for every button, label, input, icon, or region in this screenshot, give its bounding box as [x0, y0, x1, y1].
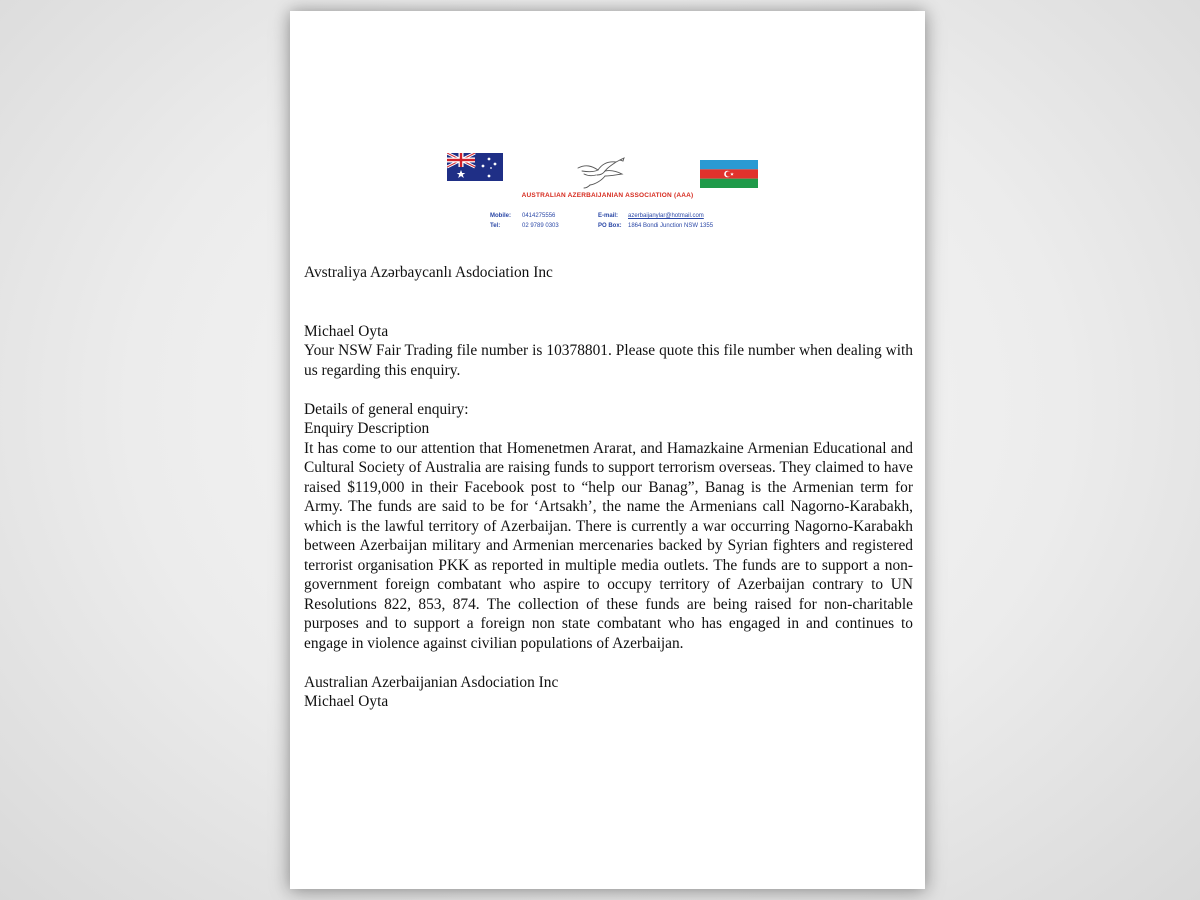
contact-phone-block [490, 211, 559, 231]
email-row [598, 211, 713, 221]
spacer [304, 302, 913, 322]
azerbaijan-flag-icon [700, 160, 758, 188]
email-label: E-mail: [598, 213, 619, 219]
letter-page [290, 11, 925, 889]
details-heading: Details of general enquiry: [304, 400, 469, 418]
org-heading: Avstraliya Azərbaycanlı Asdociation Inc [304, 264, 553, 281]
email-link[interactable]: azerbaijanylar@hotmail.com [628, 213, 704, 219]
pobox-value: 1864 Bondi Junction NSW 1355 [628, 223, 714, 229]
pobox-label: PO Box: [598, 223, 622, 229]
tel-label: Tel: [490, 223, 501, 229]
pobox-row [598, 221, 713, 231]
spacer [304, 380, 913, 400]
letter-body [304, 263, 913, 712]
file-number-notice: Your NSW Fair Trading file number is 10378801. Please quote this file number when dealing with us regarding this enquiry. [304, 342, 913, 379]
recipient-name: Michael Oyta [304, 322, 389, 340]
description-heading: Enquiry Description [304, 420, 430, 437]
association-name: AUSTRALIAN AZERBAIJANIAN ASSOCIATION (AAA) [521, 192, 694, 199]
spacer [304, 283, 913, 303]
enquiry-description: It has come to our attention that Homenetmen Ararat, and Hamazkaine Armenian Educational and Cultural Society of Australia are raising funds to support terrorism overseas. They claimed to have raised $119,000 in their Facebook post to “help our Banag”, Banag is the Armenian term for Army. The funds are said to be for ‘Artsakh’, the name the Armenians call Nagorno-Karabakh, which is the lawful territory of Azerbaijan. There is currently a war occurring Nagorno-Karabakh between Azerbaijan military and Armenian mercenaries backed by Syrian fighters and registered terrorist organisation PKK as reported in multiple media outlets. The funds are to support a non-government foreign combatant who aspire to occupy territory of Azerbaijan contrary to UN Resolutions 822, 853, 874. The collection of these funds are being raised for non-charitable purposes and to support a foreign non state combatant who has engaged in and continues to engage in violence against civilian populations of Azerbaijan. [304, 439, 913, 652]
mobile-row [490, 211, 559, 221]
tel-value: 02 9789 0303 [522, 223, 559, 229]
signoff-org: Australian Azerbaijanian Asdociation Inc [304, 673, 559, 691]
tel-row [490, 221, 559, 231]
mobile-value: 0414275556 [522, 213, 556, 219]
mobile-label: Mobile: [490, 213, 511, 219]
spacer [304, 653, 913, 673]
signoff-name: Michael Oyta [304, 693, 389, 710]
contact-address-block [598, 211, 713, 231]
australia-flag-icon [447, 153, 503, 181]
dove-emblem-icon [572, 154, 630, 190]
letterhead [290, 11, 925, 241]
